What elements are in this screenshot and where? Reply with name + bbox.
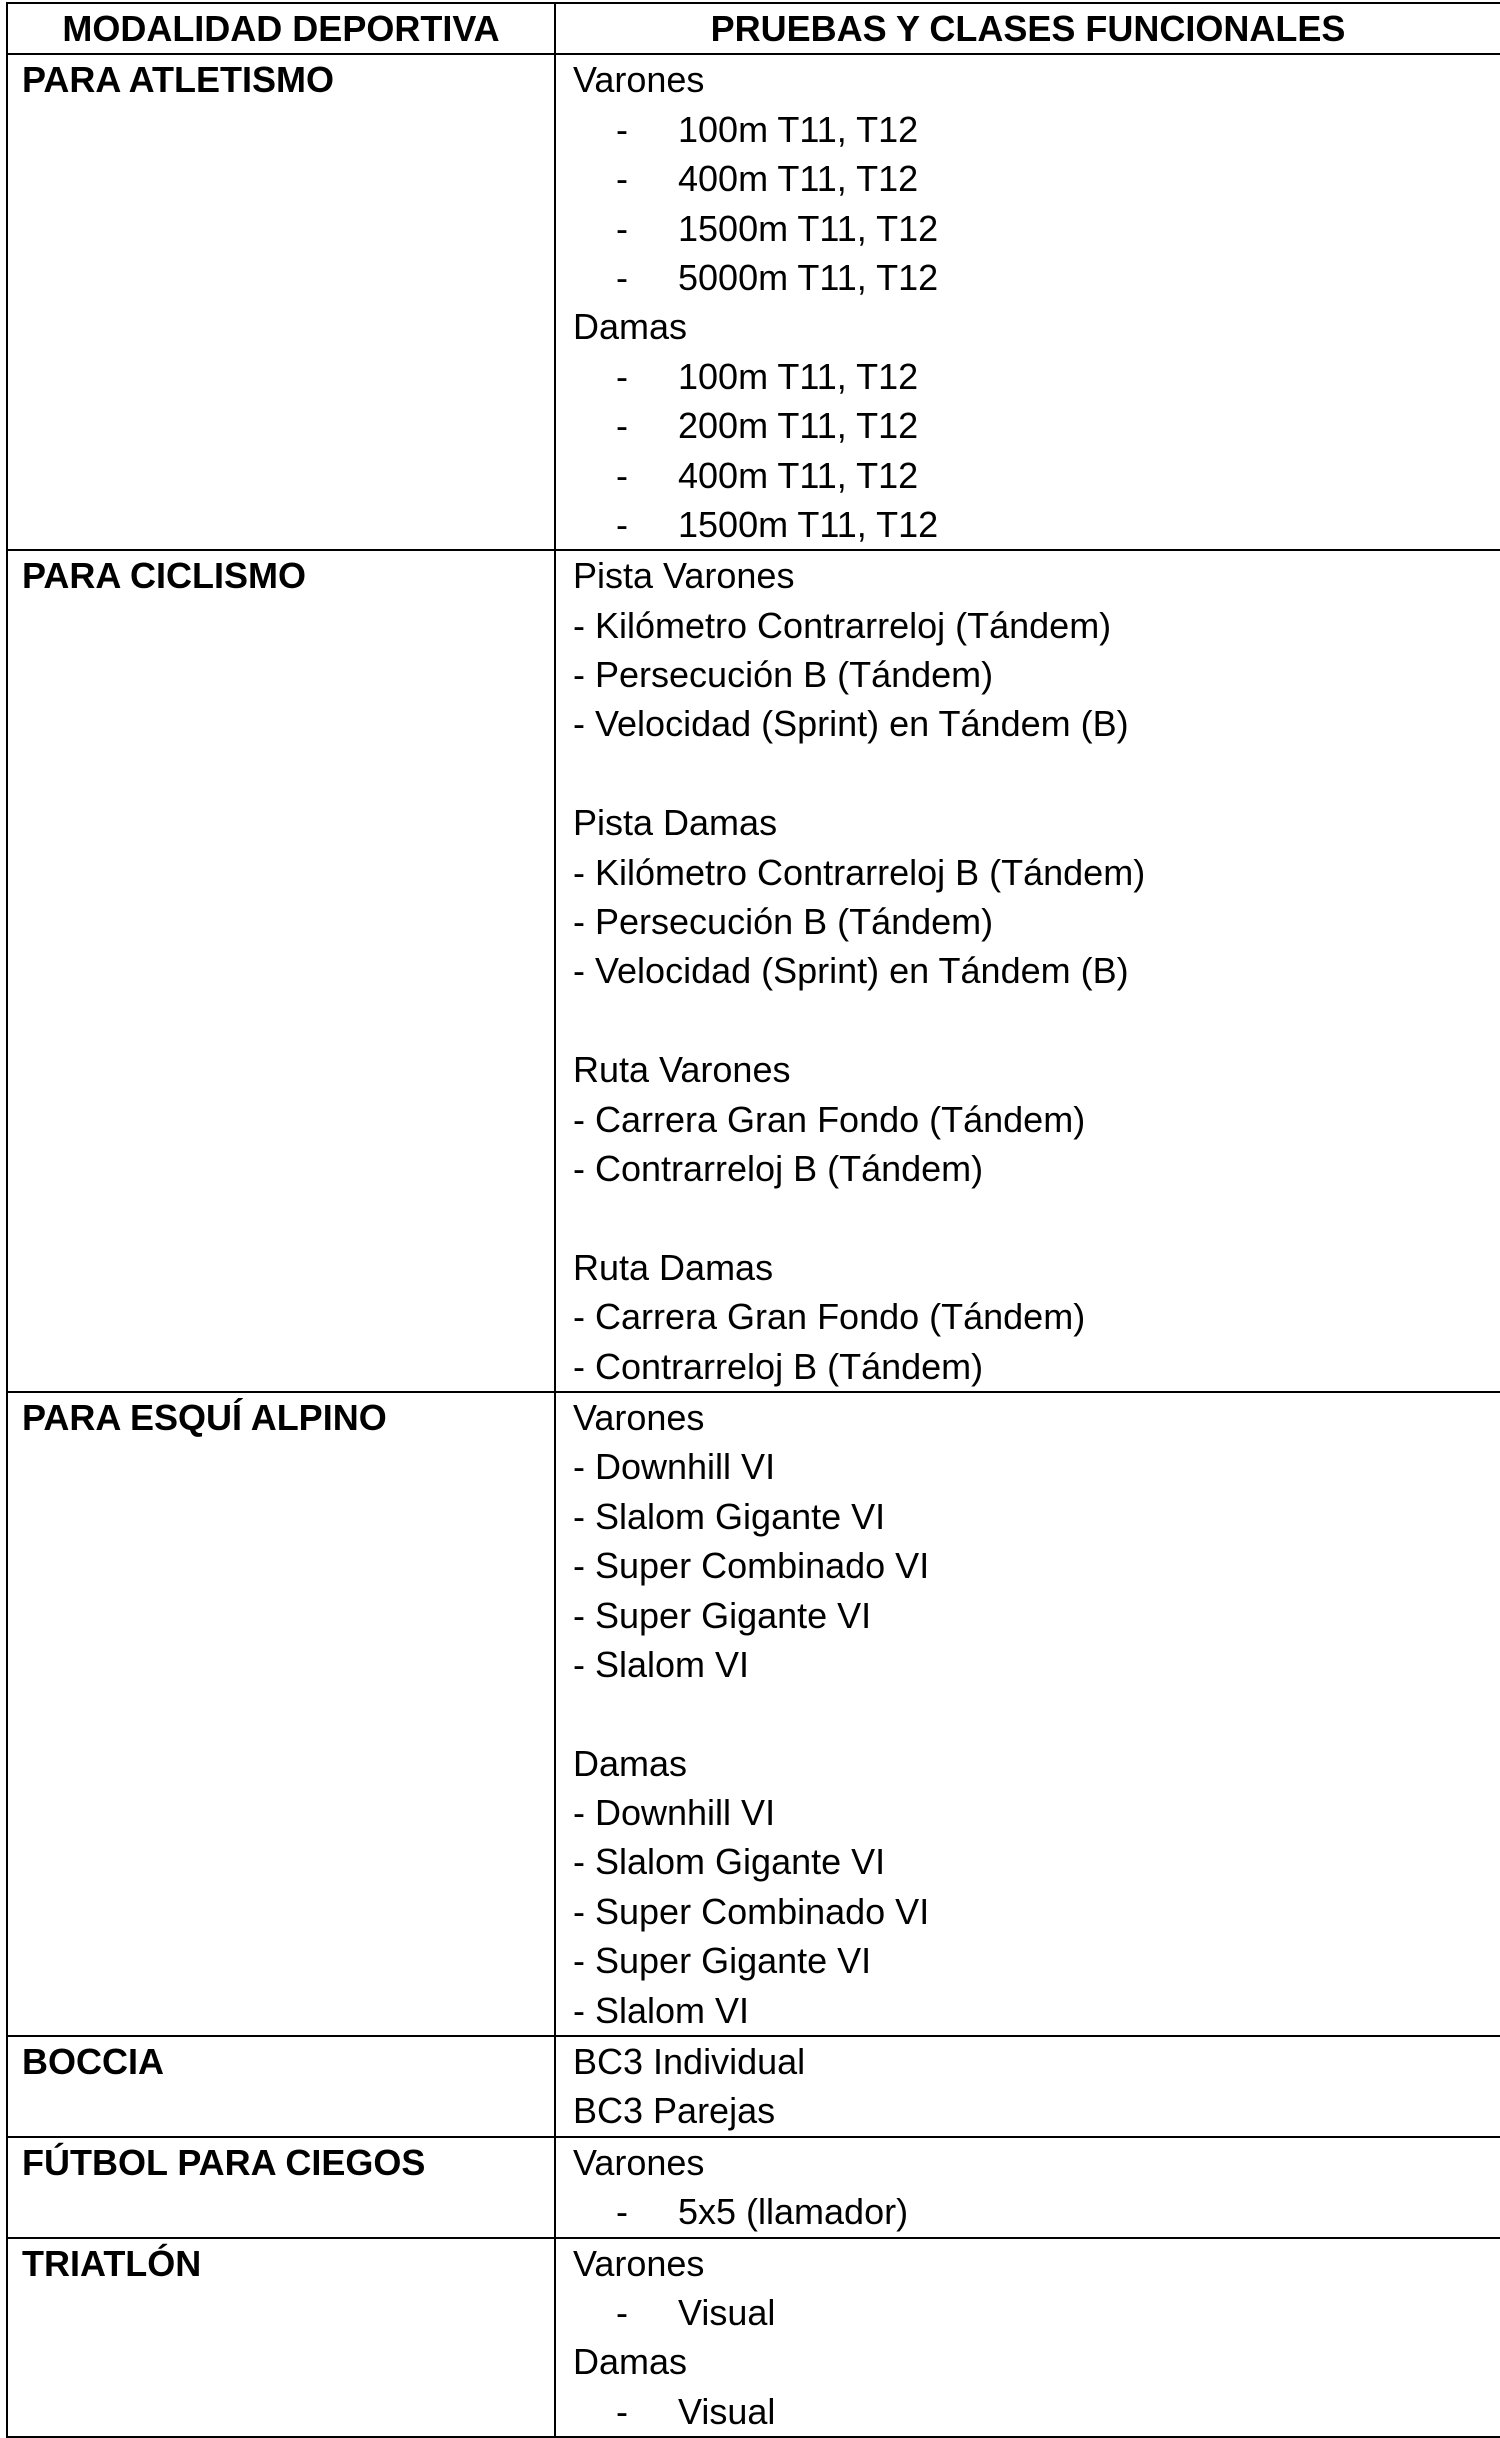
event-item <box>573 601 1500 650</box>
event-label: Slalom VI <box>595 1989 750 2031</box>
event-label: Downhill VI <box>595 1792 776 1834</box>
event-item <box>573 1292 1500 1341</box>
modality-cell: BOCCIA <box>7 2036 555 2137</box>
table-row <box>7 550 1500 1392</box>
dash-bullet: - <box>616 2390 628 2432</box>
modality-cell: PARA CICLISMO <box>7 550 555 1392</box>
event-label: Slalom VI <box>595 1643 750 1685</box>
dash-bullet: - <box>573 1296 595 1338</box>
dash-bullet: - <box>573 1594 595 1636</box>
table-row <box>7 2137 1500 2238</box>
event-label: Carrera Gran Fondo (Tándem) <box>595 1098 1086 1140</box>
dash-bullet: - <box>573 1989 595 2031</box>
event-label: Super Combinado VI <box>595 1890 930 1932</box>
event-label: Visual <box>678 2291 776 2333</box>
event-label: Velocidad (Sprint) en Tándem (B) <box>595 703 1129 745</box>
dash-bullet: - <box>573 1446 595 1488</box>
sports-table <box>6 2 1500 2438</box>
event-item <box>573 1788 1500 1837</box>
dash-bullet: - <box>573 1890 595 1932</box>
dash-bullet: - <box>573 1545 595 1587</box>
category-heading: Varones <box>573 2242 705 2284</box>
dash-bullet: - <box>616 158 628 200</box>
event-label: Contrarreloj B (Tándem) <box>595 1148 984 1189</box>
category-heading: Ruta Damas <box>573 1246 774 1288</box>
event-label: 100m T11, T12 <box>678 108 919 150</box>
event-item <box>573 1095 1500 1144</box>
modality-cell: TRIATLÓN <box>7 2238 555 2438</box>
events-cell <box>555 1392 1500 2036</box>
dash-bullet: - <box>573 1495 595 1537</box>
dash-bullet: - <box>616 454 628 496</box>
event-item <box>573 1442 1500 1491</box>
category-heading: Damas <box>573 2341 688 2383</box>
event-item <box>616 154 1500 203</box>
modality-cell: PARA ATLETISMO <box>7 54 555 550</box>
event-item <box>616 204 1500 253</box>
header-events: PRUEBAS Y CLASES FUNCIONALES <box>555 3 1500 54</box>
category-heading: Damas <box>573 306 688 348</box>
dash-bullet: - <box>573 1345 595 1387</box>
dash-bullet: - <box>616 207 628 249</box>
dash-bullet: - <box>616 2291 628 2333</box>
event-label: Contrarreloj B (Tándem) <box>595 1345 984 1387</box>
events-cell <box>555 550 1500 1392</box>
table-body <box>7 54 1500 2437</box>
dash-bullet: - <box>573 604 595 646</box>
dash-bullet: - <box>616 355 628 397</box>
event-label: 400m T11, T12 <box>678 158 919 200</box>
table-row <box>7 54 1500 550</box>
event-label: 1500m T11, T12 <box>678 503 939 545</box>
category-heading: Pista Varones <box>573 555 795 597</box>
event-label: Visual <box>678 2390 776 2432</box>
event-label: Slalom Gigante VI <box>595 1495 886 1537</box>
event-label: Downhill VI <box>595 1446 776 1488</box>
dash-bullet: - <box>616 108 628 150</box>
event-item <box>616 2288 1500 2337</box>
dash-bullet: - <box>616 405 628 447</box>
event-label: 1500m T11, T12 <box>678 207 939 249</box>
dash-bullet: - <box>573 1098 595 1140</box>
header-row <box>7 3 1500 54</box>
dash-bullet: - <box>573 851 595 893</box>
dash-bullet: - <box>573 1940 595 1982</box>
event-item <box>573 897 1500 946</box>
category-heading: Damas <box>573 1742 688 1784</box>
event-item <box>616 401 1500 450</box>
event-item <box>616 451 1500 500</box>
block-spacer <box>573 749 1500 798</box>
event-label: 5x5 (llamador) <box>678 2191 909 2233</box>
event-item <box>573 650 1500 699</box>
event-line: BC3 Individual <box>573 2041 806 2083</box>
event-label: Super Combinado VI <box>595 1545 930 1587</box>
category-heading: Varones <box>573 1396 705 1438</box>
dash-bullet: - <box>573 1792 595 1834</box>
dash-bullet: - <box>573 1643 595 1685</box>
table-row <box>7 2036 1500 2137</box>
event-label: Persecución B (Tándem) <box>595 654 994 696</box>
event-item <box>573 1541 1500 1590</box>
category-heading: Pista Damas <box>573 802 778 844</box>
event-item <box>573 1887 1500 1936</box>
event-item <box>573 1936 1500 1985</box>
event-label: Velocidad (Sprint) en Tándem (B) <box>595 950 1129 992</box>
event-line: BC3 Parejas <box>573 2090 776 2132</box>
events-cell <box>555 2238 1500 2438</box>
dash-bullet: - <box>573 950 595 992</box>
dash-bullet: - <box>573 703 595 745</box>
table-row <box>7 1392 1500 2036</box>
dash-bullet: - <box>573 654 595 696</box>
event-item <box>573 1144 1500 1193</box>
dash-bullet: - <box>616 503 628 545</box>
modality-cell: FÚTBOL PARA CIEGOS <box>7 2137 555 2238</box>
event-item <box>573 1837 1500 1886</box>
event-item <box>616 105 1500 154</box>
event-label: 5000m T11, T12 <box>678 256 939 298</box>
event-label: Super Gigante VI <box>595 1594 872 1636</box>
event-label: 200m T11, T12 <box>678 405 919 447</box>
event-item <box>616 500 1500 549</box>
modality-cell: PARA ESQUÍ ALPINO <box>7 1392 555 2036</box>
dash-bullet: - <box>616 256 628 298</box>
event-label: Slalom Gigante VI <box>595 1841 886 1883</box>
event-item <box>573 1492 1500 1541</box>
dash-bullet: - <box>573 1841 595 1883</box>
header-modality: MODALIDAD DEPORTIVA <box>7 3 555 54</box>
event-item <box>616 2187 1500 2236</box>
event-label: Carrera Gran Fondo (Tándem) <box>595 1296 1086 1338</box>
event-item <box>573 848 1500 897</box>
event-item <box>573 1640 1500 1689</box>
dash-bullet: - <box>573 1148 595 1189</box>
event-item <box>573 699 1500 748</box>
block-spacer <box>573 996 1500 1045</box>
event-item <box>616 2387 1500 2436</box>
event-item <box>573 946 1500 995</box>
event-label: Kilómetro Contrarreloj B (Tándem) <box>595 851 1146 893</box>
event-item <box>573 1591 1500 1640</box>
category-heading: Varones <box>573 59 705 101</box>
event-item <box>616 253 1500 302</box>
category-heading: Varones <box>573 2141 705 2183</box>
events-cell <box>555 2036 1500 2137</box>
events-cell <box>555 54 1500 550</box>
event-item <box>573 1342 1500 1391</box>
events-cell <box>555 2137 1500 2238</box>
event-label: Super Gigante VI <box>595 1940 872 1982</box>
category-heading: Ruta Varones <box>573 1049 791 1091</box>
block-spacer <box>573 1689 1500 1738</box>
event-item <box>573 1986 1500 2035</box>
block-spacer <box>573 1193 1500 1242</box>
event-label: 400m T11, T12 <box>678 454 919 496</box>
table-row <box>7 2238 1500 2438</box>
event-label: Kilómetro Contrarreloj (Tándem) <box>595 604 1112 646</box>
event-label: Persecución B (Tándem) <box>595 901 994 943</box>
event-item <box>616 352 1500 401</box>
dash-bullet: - <box>573 901 595 943</box>
dash-bullet: - <box>616 2191 628 2233</box>
event-label: 100m T11, T12 <box>678 355 919 397</box>
